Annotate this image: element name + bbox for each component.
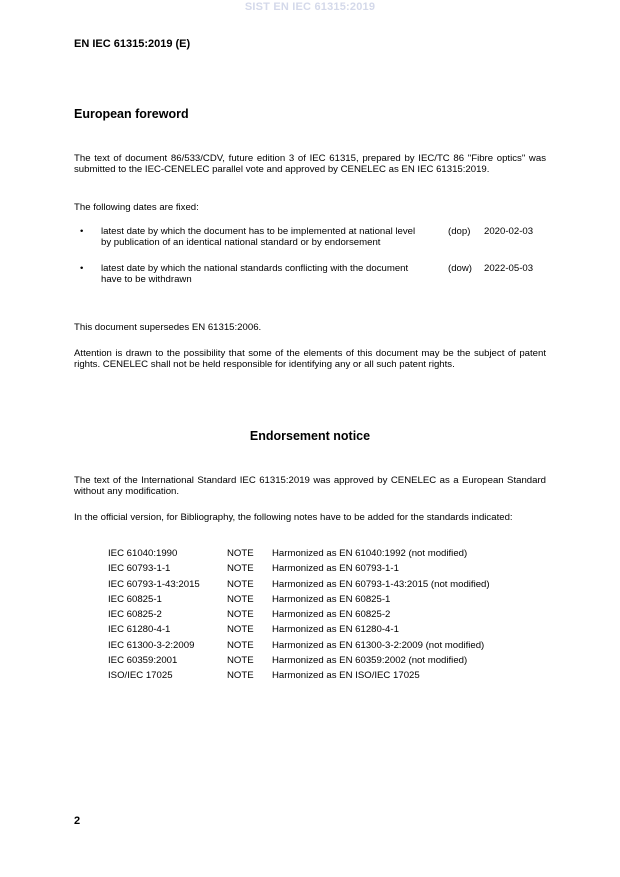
harmonized-text: Harmonized as EN 60825-2 (272, 609, 391, 621)
endorsement-title: Endorsement notice (249, 429, 371, 443)
note-label: NOTE (227, 548, 254, 559)
note-label: NOTE (227, 563, 254, 575)
bibliography-intro: In the official version, for Bibliography, the following notes have to be added for the standards indicated: (74, 512, 513, 523)
harmonized-text: Harmonized as EN 61300-3-2:2009 (not modified) (272, 639, 485, 651)
note-label: NOTE (227, 655, 254, 667)
standard-ref: IEC 61300-3-2:2009 (108, 639, 195, 651)
harmonized-text: Harmonized as EN 61280-4-1 (272, 624, 399, 636)
harmonized-text: Harmonized as EN 61040:1992 (not modified) (272, 548, 468, 559)
date-item-abbr: (dow) (448, 263, 472, 274)
date-item-date: 2022-05-03 (484, 263, 534, 274)
harmonized-text: Harmonized as EN ISO/IEC 17025 (272, 670, 420, 682)
date-item-dow (74, 263, 546, 285)
harmonized-text: Harmonized as EN 60825-1 (272, 593, 391, 605)
note-label: NOTE (227, 639, 254, 651)
standard-ref: IEC 60359:2001 (108, 655, 178, 667)
date-item-abbr: (dop) (448, 226, 471, 237)
harmonized-text: Harmonized as EN 60793-1-43:2015 (not modified) (272, 578, 490, 590)
standard-ref: IEC 61040:1990 (108, 548, 178, 559)
harmonized-text: Harmonized as EN 60793-1-1 (272, 563, 399, 575)
standard-ref: IEC 60793-1-43:2015 (108, 578, 200, 590)
dates-list (74, 226, 546, 285)
date-item-text: latest date by which the document has to be implemented at national level by publication of an identical national standard or by endorsement (101, 226, 416, 248)
patent-notice: Attention is drawn to the possibility that some of the elements of this document may be the subject of patent rights. CENELEC shall not be held responsible for identifying any or all such patent rights. (74, 348, 546, 370)
bullet: • (80, 263, 84, 274)
date-item-dop (74, 226, 546, 248)
dates-intro: The following dates are fixed: (74, 202, 199, 213)
bullet: • (80, 226, 84, 237)
note-label: NOTE (227, 670, 254, 682)
date-item-text: latest date by which the national standards conflicting with the document have to be withdrawn (101, 263, 409, 285)
foreword-intro: The text of document 86/533/CDV, future edition 3 of IEC 61315, prepared by IEC/TC 86 "Fibre optics" was submitted to the IEC-CENELEC parallel vote and approved by CENELEC as EN IEC 61315:2019. (74, 153, 546, 175)
page-number: 2 (74, 815, 81, 827)
note-label: NOTE (227, 593, 254, 605)
date-item-date: 2020-02-03 (484, 226, 534, 237)
supersedes-text: This document supersedes EN 61315:2006. (74, 322, 262, 333)
standard-ref: IEC 60793-1-1 (108, 563, 171, 575)
standard-ref: ISO/IEC 17025 (108, 670, 173, 682)
foreword-title: European foreword (74, 107, 189, 121)
note-label: NOTE (227, 624, 254, 636)
note-label: NOTE (227, 609, 254, 621)
standard-ref: IEC 60825-1 (108, 593, 162, 605)
watermark: SIST EN IEC 61315:2019 (244, 1, 376, 13)
endorsement-text: The text of the International Standard IEC 61315:2019 was approved by CENELEC as a European Standard without any modification. (74, 475, 546, 497)
document-id-header: EN IEC 61315:2019 (E) (74, 38, 191, 50)
standard-ref: IEC 60825-2 (108, 609, 162, 621)
note-label: NOTE (227, 578, 254, 590)
harmonized-text: Harmonized as EN 60359:2002 (not modified) (272, 655, 468, 667)
standard-ref: IEC 61280-4-1 (108, 624, 171, 636)
